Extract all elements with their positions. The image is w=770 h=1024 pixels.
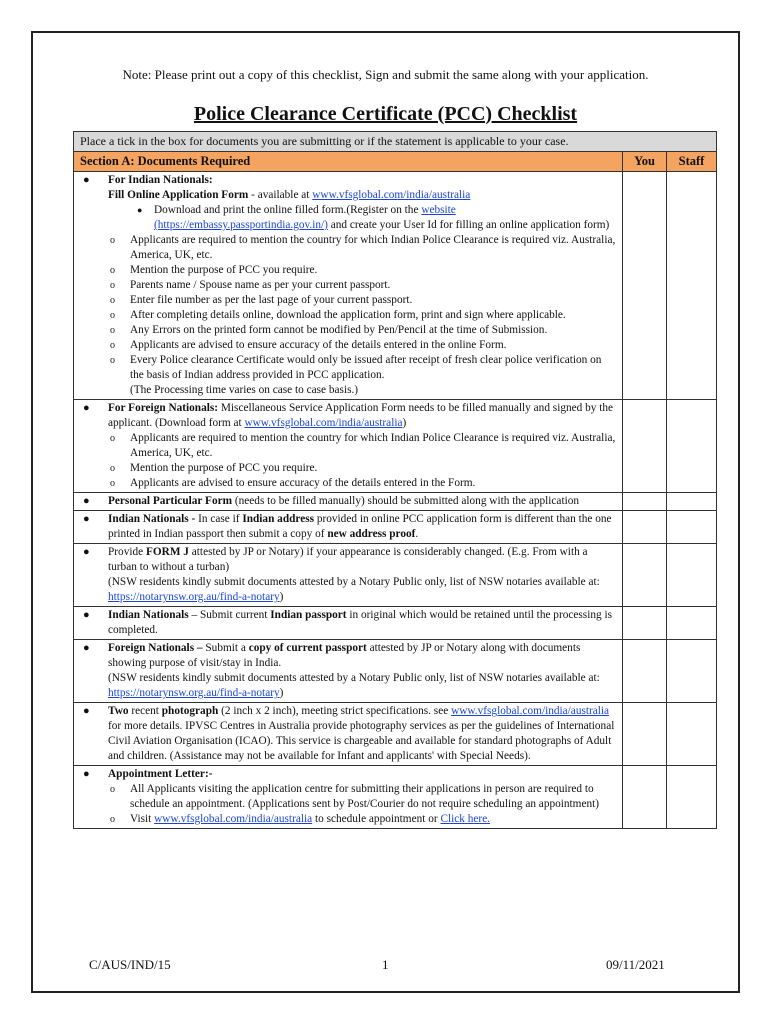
section-heading: Section A: Documents Required	[74, 152, 623, 172]
row-form-j: ● Provide FORM J attested by JP or Notary) if your appearance is considerably changed. (E.g. From with a turban to without a turban) (NSW residents kindly submit documents attested by a Notary Public only, list of NSW notaries available at: https://notarynsw.org.au/find-a-notary)	[74, 544, 623, 607]
footer-code: C/AUS/IND/15	[89, 957, 171, 972]
bullet-icon: ●	[137, 205, 143, 215]
row-address-proof: ● Indian Nationals - In case if Indian address provided in online PCC application form is different than the one printed in Indian passport then submit a copy of new address proof.	[74, 511, 623, 544]
list-item: o Mention the purpose of PCC you require.	[110, 264, 318, 276]
processing-note: (The Processing time varies on case to case basis.)	[130, 384, 359, 396]
you-checkbox[interactable]	[623, 544, 667, 607]
table-row	[74, 544, 717, 607]
row-photographs: ● Two recent photograph (2 inch x 2 inch), meeting strict specifications. see www.vfsglobal.com/india/australia for more details. IPVSC Centres in Australia provide photography services as per the guidelines of International Civil Aviation Organisation (ICAO). This service is chargeable and available for standard photographs of Adult and children. (Assistance may not be available for Infant and applicants' with Special Needs).	[74, 703, 623, 766]
list-item: o Mention the purpose of PCC you require.	[110, 462, 318, 474]
vfs-link[interactable]: www.vfsglobal.com/india/australia	[451, 705, 610, 717]
document-page	[31, 31, 740, 993]
list-item: o Applicants are required to mention the country for which Indian Police Clearance is required viz. Australia, America, UK, etc.	[110, 432, 616, 459]
you-checkbox[interactable]	[623, 172, 667, 400]
print-note: Note: Please print out a copy of this checklist, Sign and submit the same along with your application.	[122, 67, 649, 82]
bullet-icon: ●	[83, 495, 90, 507]
row-foreign-nationals: ● For Foreign Nationals: Miscellaneous Service Application Form needs to be filled manually and signed by the applicant. (Download form at www.vfsglobal.com/india/australia) o Applicants are required to mention the country for which Indian Police Clearance is required viz. Australia, America, UK, etc. o Mention the purpose of PCC you require. o Applicants are advised to ensure accuracy of the details entered in the Form.	[74, 400, 623, 493]
vfs-link[interactable]: www.vfsglobal.com/india/australia	[244, 417, 403, 429]
row-indian-passport: ● Indian Nationals – Submit current Indian passport in original which would be retained until the processing is completed.	[74, 607, 623, 640]
table-header	[74, 152, 717, 172]
you-checkbox[interactable]	[623, 703, 667, 766]
table-row	[74, 766, 717, 829]
row-personal-particular-form: ● Personal Particular Form (needs to be filled manually) should be submitted along with the application	[74, 493, 623, 511]
you-checkbox[interactable]	[623, 493, 667, 511]
table-row	[74, 607, 717, 640]
table-row	[74, 703, 717, 766]
vfs-link[interactable]: www.vfsglobal.com/india/australia	[154, 813, 313, 825]
staff-checkbox[interactable]	[667, 544, 717, 607]
list-item: o Every Police clearance Certificate would only be issued after receipt of fresh clear police verification on the basis of Indian address provided in PCC application.	[110, 354, 602, 381]
table-row	[74, 493, 717, 511]
passport-india-link[interactable]: (https://embassy.passportindia.gov.in/)	[154, 219, 328, 231]
bullet-icon: ●	[83, 546, 90, 558]
list-item: o Enter file number as per the last page of your current passport.	[110, 294, 413, 306]
list-item: o Applicants are advised to ensure accuracy of the details entered in the online Form.	[110, 339, 507, 351]
you-checkbox[interactable]	[623, 400, 667, 493]
list-item: o All Applicants visiting the application centre for submitting their applications in person are required to schedule an appointment. (Applications sent by Post/Courier do not require scheduling an appointment)	[110, 783, 600, 810]
bullet-icon: ●	[83, 402, 90, 414]
you-checkbox[interactable]	[623, 607, 667, 640]
you-checkbox[interactable]	[623, 511, 667, 544]
staff-column-header: Staff	[667, 152, 717, 172]
staff-checkbox[interactable]	[667, 640, 717, 703]
list-item: o Any Errors on the printed form cannot be modified by Pen/Pencil at the time of Submission.	[110, 324, 548, 336]
list-item: o After completing details online, download the application form, print and sign where applicable.	[110, 309, 566, 321]
list-item: o Visit www.vfsglobal.com/india/australia to schedule appointment or Click here.	[110, 813, 491, 825]
row-appointment-letter: ● Appointment Letter:- o All Applicants visiting the application centre for submitting their applications in person are required to schedule an appointment. (Applications sent by Post/Courier do not require scheduling an appointment) o Visit www.vfsglobal.com/india/australia to schedule appointment or Click here.	[74, 766, 623, 829]
staff-checkbox[interactable]	[667, 766, 717, 829]
you-checkbox[interactable]	[623, 640, 667, 703]
notary-link[interactable]: https://notarynsw.org.au/find-a-notary	[108, 687, 280, 699]
bullet-icon: ●	[83, 642, 90, 654]
you-checkbox[interactable]	[623, 766, 667, 829]
table-row	[74, 400, 717, 493]
row-heading: For Indian Nationals:	[108, 174, 213, 186]
table-row	[74, 640, 717, 703]
row-indian-nationals: ● For Indian Nationals: Fill Online Application Form - available at www.vfsglobal.com/india/australia ● Download and print the online filled form.(Register on the website (https://embassy.passportindia.gov.in/) and create your User Id for filling an online application form) o Applicants are required to mention the country for which Indian Police Clearance is required viz. Australia, America, UK, etc. o Mention the purpose of PCC you require. o Parents name / Spouse name as per your current passport. o Enter file number as per the last page of your current passport. o After completing details online, download the application form, print and sign where applicable. o Any Errors on the printed form cannot be modified by Pen/Pencil at the time of Submission. o Applicants are advised to ensure accuracy of the details entered in the online Form. o Every Police clearance Certificate would only be issued after receipt of fresh clear police verification on the basis of Indian address provided in PCC application. (The Processing time varies on case to case basis.)	[74, 172, 623, 400]
checklist-table	[73, 131, 717, 829]
website-link[interactable]: website	[421, 204, 456, 216]
staff-checkbox[interactable]	[667, 607, 717, 640]
instruction-text: Place a tick in the box for documents you are submitting or if the statement is applicable to your case.	[74, 132, 717, 152]
bullet-icon: ●	[83, 705, 90, 717]
list-item: o Parents name / Spouse name as per your current passport.	[110, 279, 391, 291]
bullet-icon: ●	[83, 609, 90, 621]
you-column-header: You	[623, 152, 667, 172]
list-item: o Applicants are required to mention the country for which Indian Police Clearance is required viz. Australia, America, UK, etc.	[110, 234, 616, 261]
staff-checkbox[interactable]	[667, 493, 717, 511]
staff-checkbox[interactable]	[667, 511, 717, 544]
page-title: Police Clearance Certificate (PCC) Checklist	[193, 103, 578, 125]
staff-checkbox[interactable]	[667, 172, 717, 400]
click-here-link[interactable]: Click here.	[440, 813, 491, 825]
list-item: o Applicants are advised to ensure accuracy of the details entered in the Form.	[110, 477, 476, 489]
instruction-row	[74, 132, 717, 152]
row-foreign-passport: ● Foreign Nationals – Submit a copy of current passport attested by JP or Notary along with documents showing purpose of visit/stay in India. (NSW residents kindly submit documents attested by a Notary Public only, list of NSW notaries available at: https://notarynsw.org.au/find-a-notary)	[74, 640, 623, 703]
staff-checkbox[interactable]	[667, 703, 717, 766]
notary-link[interactable]: https://notarynsw.org.au/find-a-notary	[108, 591, 280, 603]
online-form-label: Fill Online Application Form	[108, 189, 249, 201]
footer-date: 09/11/2021	[606, 957, 665, 972]
bullet-icon: ●	[83, 768, 90, 780]
table-row	[74, 172, 717, 400]
staff-checkbox[interactable]	[667, 400, 717, 493]
vfs-link[interactable]: www.vfsglobal.com/india/australia	[312, 189, 471, 201]
footer-page-number: 1	[382, 957, 389, 972]
bullet-icon: ●	[83, 513, 90, 525]
bullet-icon: ●	[83, 174, 90, 186]
table-row	[74, 511, 717, 544]
